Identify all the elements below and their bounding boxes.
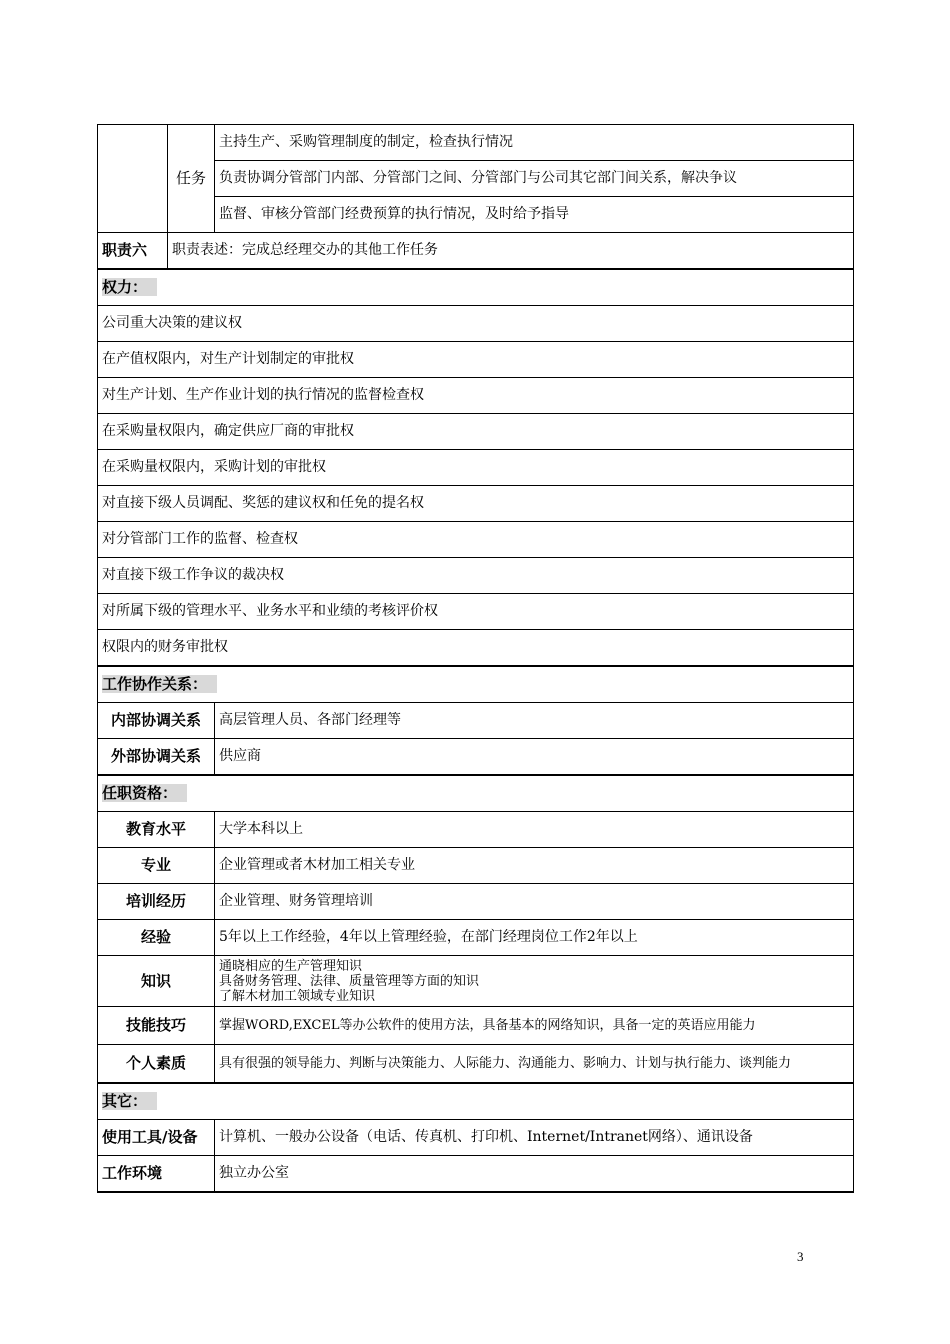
task-row xyxy=(98,125,854,161)
education-label: 教育水平 xyxy=(98,812,215,848)
other-heading-row xyxy=(98,1083,854,1120)
power-item: 在采购量权限内，采购计划的审批权 xyxy=(98,450,854,486)
other-heading: 其它： xyxy=(98,1083,854,1120)
power-row xyxy=(98,558,854,594)
tools-value: 计算机、一般办公设备（电话、传真机、打印机、Internet/Intranet网络）、通讯设备 xyxy=(215,1120,854,1156)
knowledge-line: 具备财务管理、法律、质量管理等方面的知识 xyxy=(219,973,480,989)
power-item: 对所属下级的管理水平、业务水平和业绩的考核评价权 xyxy=(98,594,854,630)
environment-row xyxy=(98,1156,854,1193)
training-label: 培训经历 xyxy=(98,884,215,920)
knowledge-line: 通晓相应的生产管理知识 xyxy=(219,958,363,974)
power-row xyxy=(98,630,854,667)
power-row xyxy=(98,342,854,378)
powers-heading-row xyxy=(98,269,854,306)
power-row xyxy=(98,414,854,450)
relations-heading: 工作协作关系： xyxy=(98,666,854,703)
tools-label: 使用工具/设备 xyxy=(98,1120,215,1156)
power-item: 公司重大决策的建议权 xyxy=(98,306,854,342)
major-label: 专业 xyxy=(98,848,215,884)
major-value: 企业管理或者木材加工相关专业 xyxy=(215,848,854,884)
traits-label: 个人素质 xyxy=(98,1045,215,1084)
power-item: 权限内的财务审批权 xyxy=(98,630,854,667)
duty6-label: 职责六 xyxy=(98,233,168,270)
power-item: 对分管部门工作的监督、检查权 xyxy=(98,522,854,558)
power-row xyxy=(98,378,854,414)
knowledge-label: 知识 xyxy=(98,956,215,1007)
tools-row xyxy=(98,1120,854,1156)
skills-row xyxy=(98,1007,854,1045)
power-row xyxy=(98,306,854,342)
major-row xyxy=(98,848,854,884)
blank-cell xyxy=(98,125,168,233)
job-description-sheet xyxy=(97,124,853,1193)
environment-value: 独立办公室 xyxy=(215,1156,854,1193)
power-item: 对直接下级工作争议的裁决权 xyxy=(98,558,854,594)
education-row xyxy=(98,812,854,848)
relations-heading-row xyxy=(98,666,854,703)
skills-value: 掌握WORD,EXCEL等办公软件的使用方法，具备基本的网络知识，具备一定的英语应用能力 xyxy=(215,1007,854,1045)
external-relation-label: 外部协调关系 xyxy=(98,739,215,776)
skills-label: 技能技巧 xyxy=(98,1007,215,1045)
environment-label: 工作环境 xyxy=(98,1156,215,1193)
power-item: 在产值权限内，对生产计划制定的审批权 xyxy=(98,342,854,378)
internal-relation-label: 内部协调关系 xyxy=(98,703,215,739)
training-row xyxy=(98,884,854,920)
duty6-row xyxy=(98,233,854,270)
internal-relation-value: 高层管理人员、各部门经理等 xyxy=(215,703,854,739)
task-label: 任务 xyxy=(168,125,215,233)
experience-label: 经验 xyxy=(98,920,215,956)
external-relation-row xyxy=(98,739,854,776)
internal-relation-row xyxy=(98,703,854,739)
traits-row xyxy=(98,1045,854,1084)
duty6-text: 职责表述：完成总经理交办的其他工作任务 xyxy=(168,233,854,270)
power-row xyxy=(98,450,854,486)
power-row xyxy=(98,522,854,558)
task-item: 主持生产、采购管理制度的制定，检查执行情况 xyxy=(215,125,854,161)
qualifications-heading: 任职资格： xyxy=(98,775,854,812)
knowledge-row xyxy=(98,956,854,1007)
power-item: 对直接下级人员调配、奖惩的建议权和任免的提名权 xyxy=(98,486,854,522)
knowledge-value xyxy=(215,956,854,1007)
power-item: 在采购量权限内，确定供应厂商的审批权 xyxy=(98,414,854,450)
traits-value: 具有很强的领导能力、判断与决策能力、人际能力、沟通能力、影响力、计划与执行能力、谈判能力 xyxy=(215,1045,854,1084)
education-value: 大学本科以上 xyxy=(215,812,854,848)
power-row xyxy=(98,594,854,630)
job-description-table xyxy=(97,124,854,1193)
training-value: 企业管理、财务管理培训 xyxy=(215,884,854,920)
page-number: 3 xyxy=(797,1249,804,1264)
experience-value: 5年以上工作经验，4年以上管理经验，在部门经理岗位工作2年以上 xyxy=(215,920,854,956)
external-relation-value: 供应商 xyxy=(215,739,854,776)
powers-heading: 权力： xyxy=(98,269,854,306)
task-item: 监督、审核分管部门经费预算的执行情况，及时给予指导 xyxy=(215,197,854,233)
experience-row xyxy=(98,920,854,956)
task-item: 负责协调分管部门内部、分管部门之间、分管部门与公司其它部门间关系，解决争议 xyxy=(215,161,854,197)
power-item: 对生产计划、生产作业计划的执行情况的监督检查权 xyxy=(98,378,854,414)
power-row xyxy=(98,486,854,522)
qualifications-heading-row xyxy=(98,775,854,812)
knowledge-line: 了解木材加工领域专业知识 xyxy=(219,988,376,1004)
